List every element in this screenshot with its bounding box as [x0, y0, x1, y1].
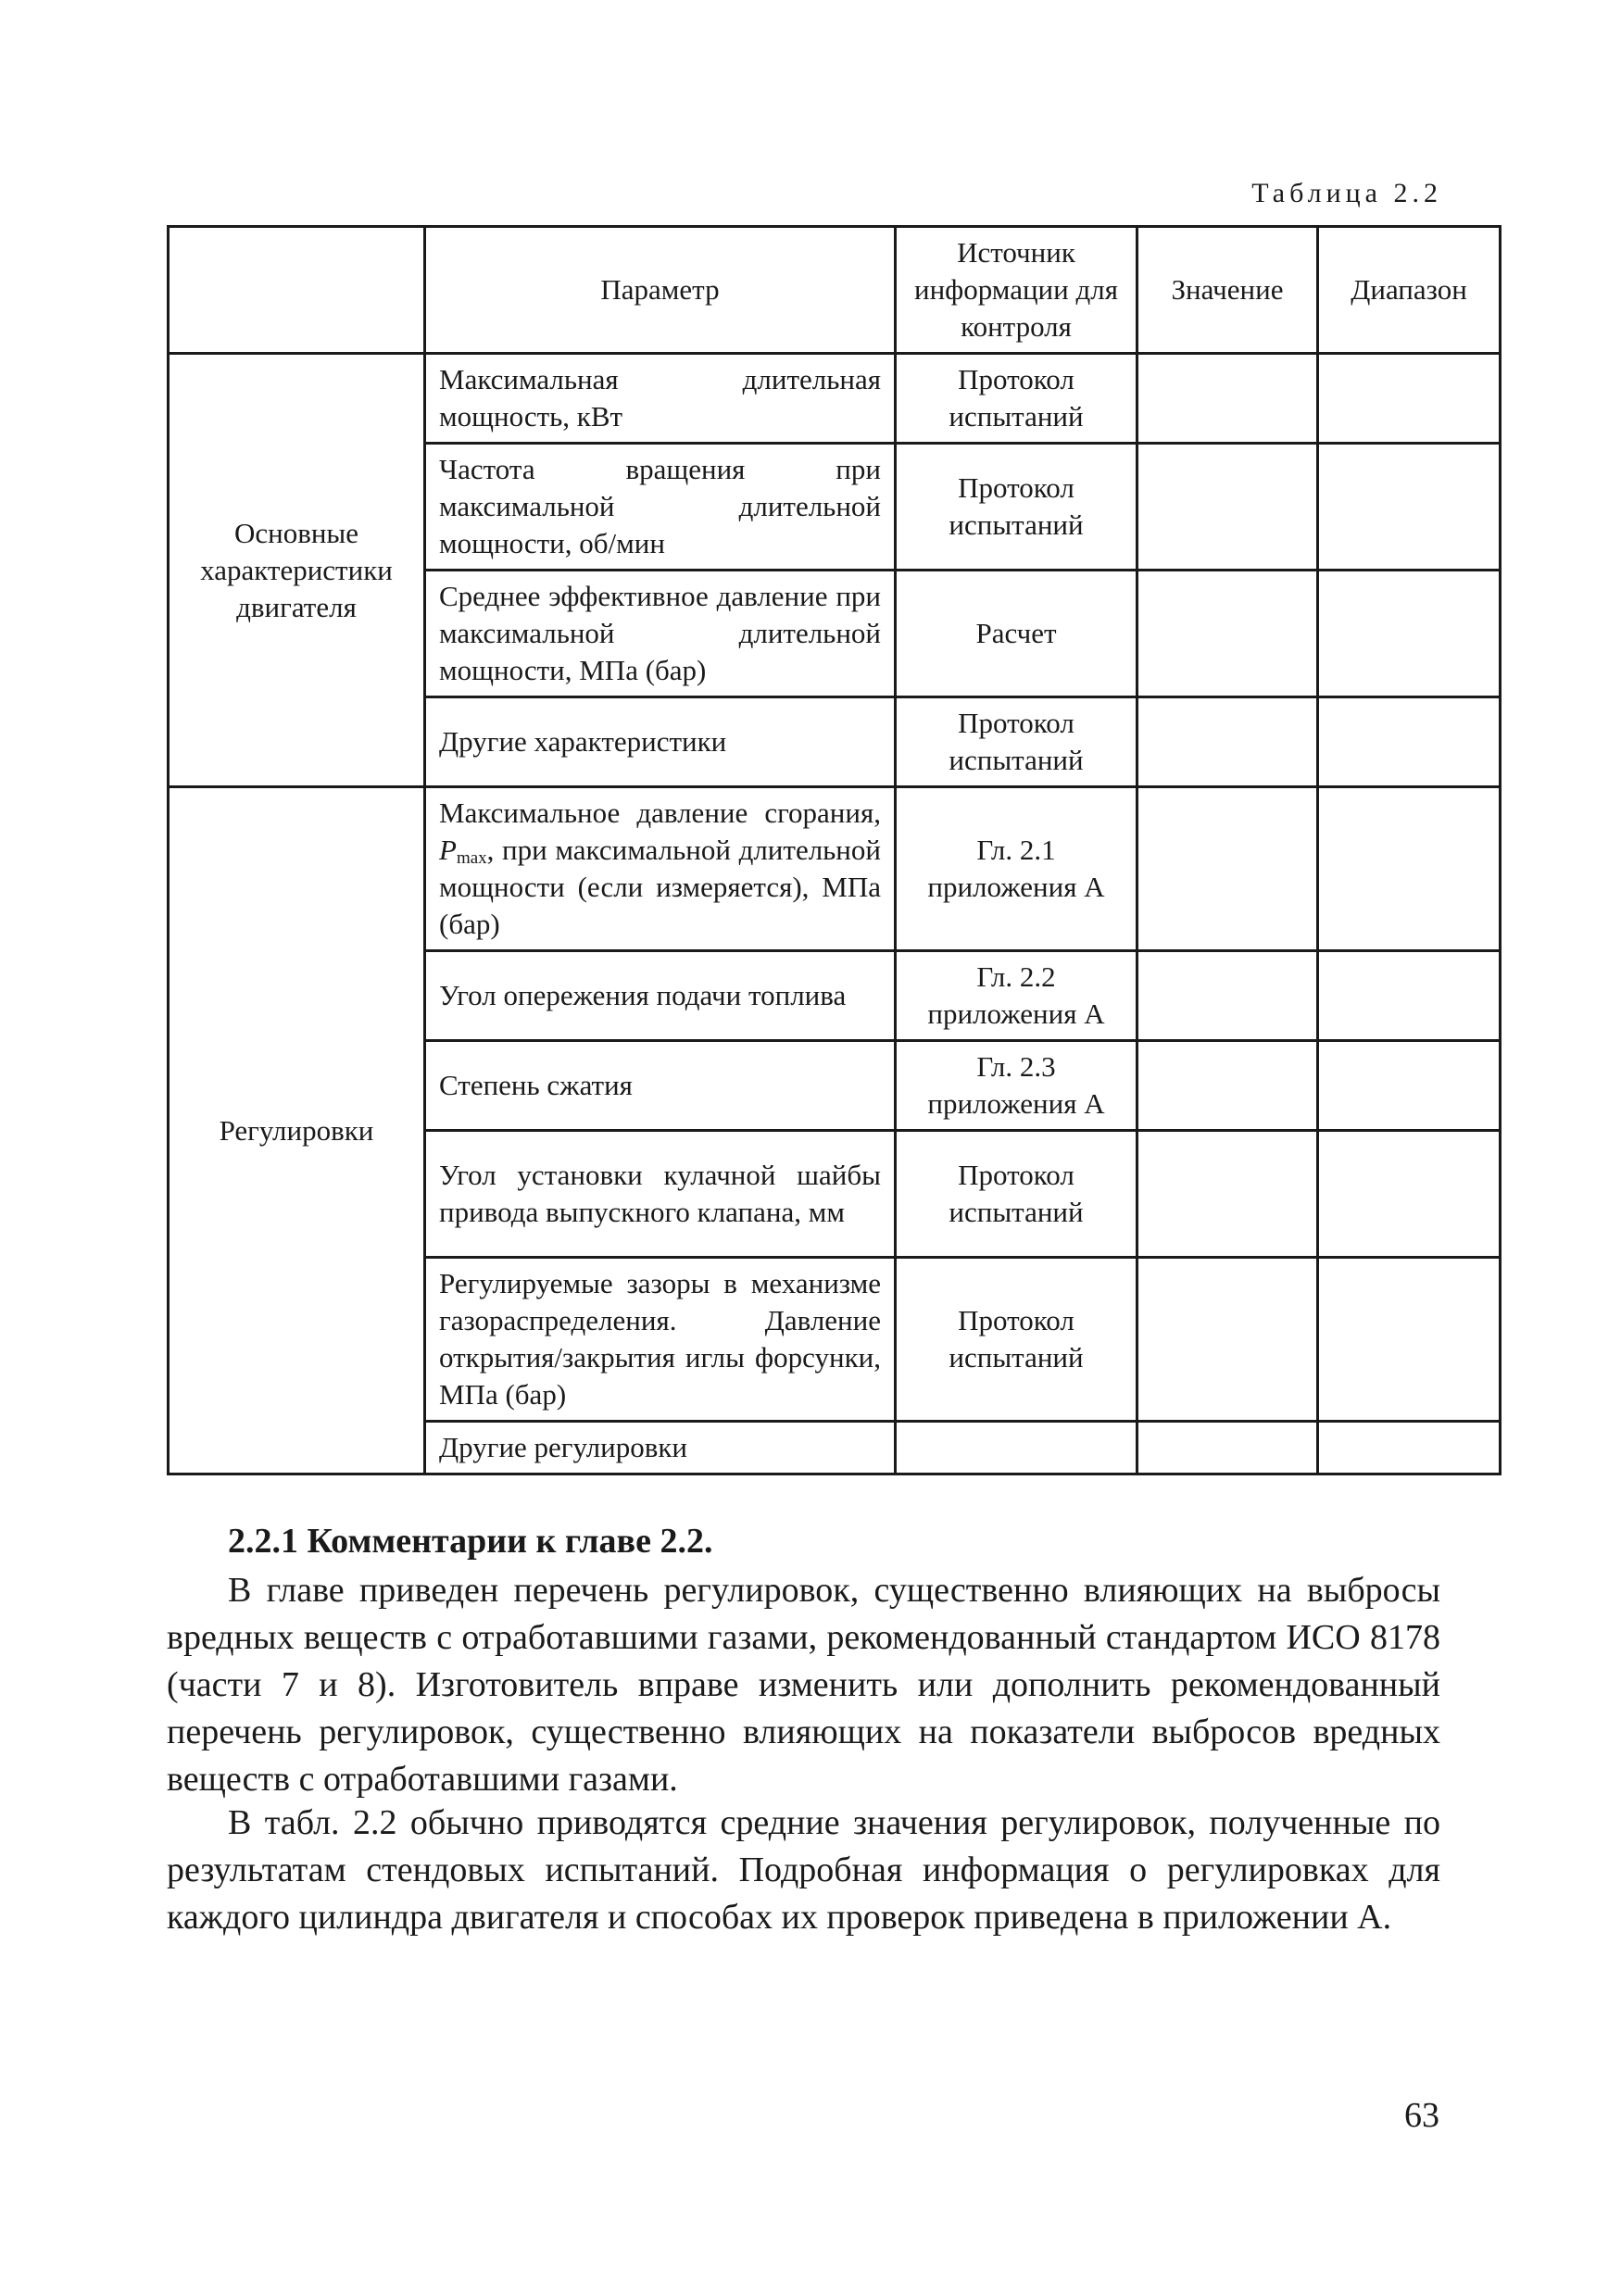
param-cell — [425, 787, 896, 951]
value-cell — [1137, 1258, 1318, 1422]
source-cell: Протокол испытаний — [896, 697, 1137, 787]
value-cell — [1137, 1422, 1318, 1474]
range-cell — [1318, 571, 1501, 697]
table-caption: Таблица 2.2 — [1251, 178, 1442, 208]
body-paragraph: В табл. 2.2 обычно приводятся средние значения регулировок, полученные по результатам стендовых испытаний. Подробная информация о регулировках для каждого цилиндра двигателя и способах их проверок приведена в приложении А. — [167, 1803, 1440, 1937]
range-cell — [1318, 787, 1501, 951]
value-cell — [1137, 697, 1318, 787]
parameters-table — [167, 225, 1502, 1475]
param-cell: Угол установки кулачной шайбы привода выпускного клапана, мм — [425, 1131, 896, 1258]
range-cell — [1318, 697, 1501, 787]
param-cell: Частота вращения при максимальной длительной мощности, об/мин — [425, 444, 896, 571]
section-heading: 2.2.1 Комментарии к главе 2.2. — [228, 1522, 713, 1561]
range-cell — [1318, 1041, 1501, 1131]
value-cell — [1137, 1041, 1318, 1131]
page-number: 63 — [1404, 2096, 1439, 2135]
header-value: Значение — [1137, 227, 1318, 354]
source-cell: Протокол испытаний — [896, 354, 1137, 444]
param-cell: Другие характеристики — [425, 697, 896, 787]
range-cell — [1318, 951, 1501, 1041]
value-cell — [1137, 444, 1318, 571]
range-cell — [1318, 1422, 1501, 1474]
source-cell: Гл. 2.3 приложения А — [896, 1041, 1137, 1131]
value-cell — [1137, 951, 1318, 1041]
body-paragraph: В главе приведен перечень регулировок, существенно влияющих на выбросы вредных веществ с отработавшими газами, рекомендованный стандартом ИСО 8178 (части 7 и 8). Изготовитель вправе изменить или дополнить рекомендованный перечень регулировок, существенно влияющих на показатели выбросов вредных веществ с отработавшими газами. — [167, 1571, 1440, 1799]
header-source: Источник информации для контроля — [896, 227, 1137, 354]
param-cell: Степень сжатия — [425, 1041, 896, 1131]
param-cell: Другие регулировки — [425, 1422, 896, 1474]
value-cell — [1137, 787, 1318, 951]
value-cell — [1137, 571, 1318, 697]
source-cell: Протокол испытаний — [896, 1131, 1137, 1258]
table-row — [169, 787, 1501, 951]
header-group — [169, 227, 425, 354]
param-cell: Среднее эффективное давление при максимальной длительной мощности, МПа (бар) — [425, 571, 896, 697]
range-cell — [1318, 444, 1501, 571]
group-cell: Регулировки — [169, 787, 425, 1474]
source-cell — [896, 1422, 1137, 1474]
range-cell — [1318, 1131, 1501, 1258]
table-row — [169, 354, 1501, 444]
source-cell: Протокол испытаний — [896, 1258, 1137, 1422]
param-text-post: , при максимальной длительной мощности (если измеряется), МПа (бар) — [439, 834, 881, 940]
header-param: Параметр — [425, 227, 896, 354]
group-cell: Основные характеристики двигателя — [169, 354, 425, 787]
param-text-pre: Максимальное давление сгорания, — [439, 797, 881, 829]
source-cell: Гл. 2.1 приложения А — [896, 787, 1137, 951]
param-cell: Угол опережения подачи топлива — [425, 951, 896, 1041]
param-cell: Регулируемые зазоры в механизме газораспределения. Давление открытия/закрытия иглы форсунки, МПа (бар) — [425, 1258, 896, 1422]
header-range: Диапазон — [1318, 227, 1501, 354]
source-cell: Гл. 2.2 приложения А — [896, 951, 1137, 1041]
pmax-symbol: P — [439, 834, 457, 866]
source-cell: Расчет — [896, 571, 1137, 697]
value-cell — [1137, 1131, 1318, 1258]
range-cell — [1318, 354, 1501, 444]
param-cell: Максимальная длительная мощность, кВт — [425, 354, 896, 444]
table-header-row — [169, 227, 1501, 354]
value-cell — [1137, 354, 1318, 444]
range-cell — [1318, 1258, 1501, 1422]
source-cell: Протокол испытаний — [896, 444, 1137, 571]
pmax-subscript: max — [456, 848, 487, 868]
